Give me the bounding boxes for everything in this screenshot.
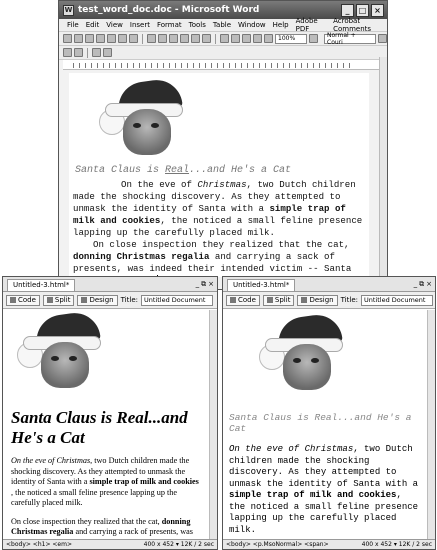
maximize-button[interactable]: □: [356, 4, 369, 17]
minimize-button[interactable]: _: [341, 4, 354, 17]
print-preview-icon[interactable]: [129, 34, 138, 43]
menu-insert[interactable]: Insert: [129, 21, 150, 29]
code-view-button[interactable]: Code: [226, 295, 260, 306]
left-status-bar: [3, 539, 217, 549]
window-size-status: 400 x 452 ▾ 12K / 2 sec: [143, 541, 214, 548]
design-view-button[interactable]: Design: [297, 295, 337, 306]
menu-adobe-pdf[interactable]: Adobe PDF: [295, 17, 318, 33]
review-icon[interactable]: [92, 48, 101, 57]
convert-pdf-icon[interactable]: [63, 48, 72, 57]
separator: [142, 34, 143, 44]
menu-format[interactable]: Format: [156, 21, 182, 29]
more-icon[interactable]: [378, 34, 387, 43]
left-tab-bar: [3, 277, 217, 292]
split-icon: [267, 297, 273, 303]
split-view-button[interactable]: Split: [263, 295, 295, 306]
window-size-status: 400 x 452 ▾ 12K / 2 sec: [361, 541, 432, 548]
design-view-button[interactable]: Design: [77, 295, 117, 306]
santa-cat-image: [17, 314, 97, 394]
tab-untitled-3[interactable]: Untitled-3.html*: [7, 279, 75, 291]
right-body: On the eve of Christmas, two Dutch children made the shocking discovery. As they attempted to unmask the identity of Santa with a simple trap of milk and cookies, the noticed a small feline presence lapping up the carefully placed milk.: [229, 444, 419, 535]
menu-acrobat-comments[interactable]: Acrobat Comments: [333, 17, 372, 33]
right-design-canvas[interactable]: [223, 310, 427, 539]
new-icon[interactable]: [63, 34, 72, 43]
undo-icon[interactable]: [220, 34, 229, 43]
code-icon: [10, 297, 16, 303]
minimize-icon[interactable]: _: [195, 280, 200, 288]
document-title-input[interactable]: Untitled Document: [361, 295, 433, 306]
secondary-toolbar: [59, 46, 387, 60]
code-icon: [230, 297, 236, 303]
menu-window[interactable]: Window: [238, 21, 266, 29]
horizontal-ruler[interactable]: [63, 60, 383, 70]
paste-icon[interactable]: [191, 34, 200, 43]
separator: [87, 48, 88, 58]
right-document-window: [222, 276, 436, 550]
columns-icon[interactable]: [264, 34, 273, 43]
separator: [215, 34, 216, 44]
design-icon: [301, 297, 307, 303]
split-icon: [47, 297, 53, 303]
table-icon[interactable]: [253, 34, 262, 43]
redo-icon[interactable]: [231, 34, 240, 43]
save-icon[interactable]: [85, 34, 94, 43]
print-icon[interactable]: [118, 34, 127, 43]
close-icon[interactable]: ×: [208, 280, 214, 288]
menu-tools[interactable]: Tools: [188, 21, 206, 29]
style-select[interactable]: Normal + Couri: [324, 34, 376, 44]
santa-cat-image: [259, 316, 339, 396]
right-heading: Santa Claus is Real...and He's a Cat: [229, 412, 412, 434]
menu-edit[interactable]: Edit: [85, 21, 100, 29]
help-icon[interactable]: [309, 34, 318, 43]
menu-help[interactable]: Help: [272, 21, 289, 29]
santa-cat-image: [99, 81, 179, 161]
convert-email-icon[interactable]: [74, 48, 83, 57]
email-icon[interactable]: [107, 34, 116, 43]
minimize-icon[interactable]: _: [413, 280, 418, 288]
menu-table[interactable]: Table: [212, 21, 232, 29]
close-icon[interactable]: ×: [426, 280, 432, 288]
right-status-bar: [223, 539, 435, 549]
title-label: Title:: [340, 296, 358, 304]
tag-selector[interactable]: <body> <h1> <em>: [6, 541, 72, 548]
format-painter-icon[interactable]: [202, 34, 211, 43]
title-label: Title:: [120, 296, 138, 304]
restore-icon[interactable]: ⧉: [201, 280, 207, 288]
menu-view[interactable]: View: [106, 21, 123, 29]
open-icon[interactable]: [74, 34, 83, 43]
hyperlink-icon[interactable]: [242, 34, 251, 43]
tag-selector[interactable]: <body> <p.MsoNormal> <span>: [226, 541, 329, 548]
word-document-page[interactable]: [69, 73, 369, 277]
word-menubar: [59, 19, 387, 32]
left-document-window: [2, 276, 218, 550]
word-vertical-scrollbar[interactable]: [379, 57, 387, 285]
restore-icon[interactable]: ⧉: [419, 280, 425, 288]
word-heading: Santa Claus is Real...and He's a Cat: [75, 165, 292, 176]
spelling-icon[interactable]: [147, 34, 156, 43]
left-body: On the eve of Christmas, two Dutch children made the shocking discovery. As they attempted to unmask the identity of Santa with a simple trap of milk and cookies , the noticed a small feline presence lapping up the carefully placed milk. On close inspection they realized that the cat, donning Christmas regalia and carrying a rack of presents, was: [11, 456, 199, 536]
word-window: [58, 0, 388, 290]
tab-untitled-3[interactable]: Untitled-3.html*: [227, 279, 295, 291]
menu-file[interactable]: File: [67, 21, 79, 29]
right-tab-bar: [223, 277, 435, 292]
comment-icon[interactable]: [103, 48, 112, 57]
copy-icon[interactable]: [180, 34, 189, 43]
right-vertical-scrollbar[interactable]: [427, 310, 435, 539]
cut-icon[interactable]: [169, 34, 178, 43]
permission-icon[interactable]: [96, 34, 105, 43]
left-design-canvas[interactable]: [3, 310, 209, 539]
right-document-toolbar: [223, 292, 435, 309]
word-body: On the eve of Christmas, two Dutch children made the shocking discovery. As they attempted to unmask the identity of Santa with a simple trap of milk and cookies, the noticed a small feline presence lapping up the carefully placed milk. On close inspection they realized that the cat, donning Christmas regalia and carrying a sack of presents, was indeed their intended victim -- Santa: [73, 179, 365, 287]
left-vertical-scrollbar[interactable]: [209, 310, 217, 539]
word-app-icon: W: [64, 6, 73, 14]
left-heading: Santa Claus is Real...and He's a Cat: [11, 408, 188, 447]
document-title-input[interactable]: Untitled Document: [141, 295, 213, 306]
standard-toolbar: [59, 32, 387, 46]
close-button[interactable]: ×: [371, 4, 384, 17]
zoom-select[interactable]: 100%: [275, 34, 307, 44]
research-icon[interactable]: [158, 34, 167, 43]
left-document-toolbar: [3, 292, 217, 309]
word-title: test_word_doc.doc - Microsoft Word: [78, 5, 260, 15]
design-icon: [81, 297, 87, 303]
split-view-button[interactable]: Split: [43, 295, 75, 306]
code-view-button[interactable]: Code: [6, 295, 40, 306]
